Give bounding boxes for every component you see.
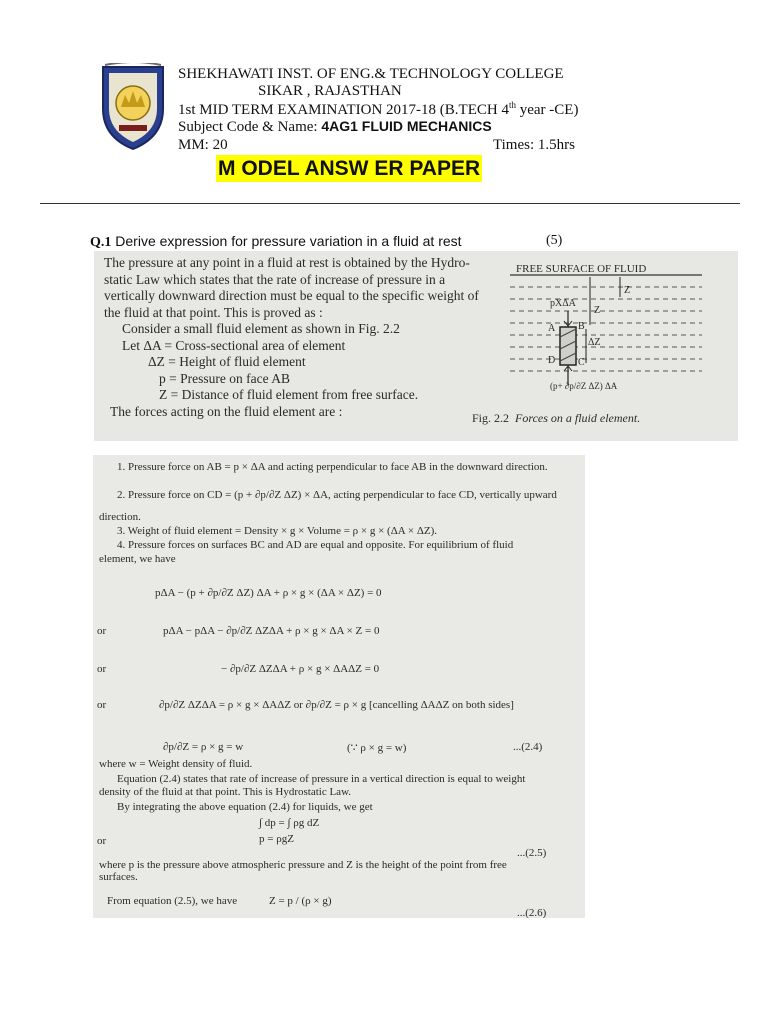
- z-label-right: Z: [624, 285, 631, 296]
- model-answer-banner: M ODEL ANSW ER PAPER: [218, 157, 481, 180]
- corner-c-label: C: [578, 357, 585, 368]
- where-w: where w = Weight density of fluid.: [99, 758, 253, 770]
- integration-intro: By integrating the above equation (2.4) for liquids, we get: [117, 801, 373, 813]
- where-p-z-cont: surfaces.: [99, 871, 138, 883]
- equation-3: − ∂p/∂Z ΔZΔA + ρ × g × ΔAΔZ = 0: [221, 663, 380, 675]
- scanned-derivation-part-1: [94, 251, 738, 441]
- force-item-2-cont: direction.: [99, 511, 141, 523]
- fluid-diagram: [506, 257, 734, 407]
- integral-equation: ∫ dp = ∫ ρg dZ: [259, 817, 320, 829]
- question-marks: (5): [546, 233, 563, 248]
- where-p-z: where p is the pressure above atmospheric pressure and Z is the height of the point from free: [99, 859, 507, 871]
- hydrostatic-para-2: density of the fluid at that point. This is Hydrostatic Law.: [99, 786, 352, 798]
- figure-caption: Fig. 2.2 Forces on a fluid element.: [472, 411, 641, 425]
- college-logo: [95, 63, 171, 151]
- scanned-derivation-part-2: [93, 455, 585, 918]
- or-3: or: [97, 699, 107, 711]
- equation-2-6: Z = p / (ρ × g): [269, 895, 332, 907]
- hydrostatic-para-1: Equation (2.4) states that rate of increase of pressure in a vertical direction is equal to weight: [117, 773, 526, 785]
- equation-2: pΔA − pΔA − ∂p/∂Z ΔZΔA + ρ × g × ΔA × Z = 0: [163, 625, 380, 637]
- bottom-force-label: (p+ ∂p/∂Z ΔZ) ΔA: [550, 381, 618, 391]
- exam-title: 1st MID TERM EXAMINATION 2017-18 (B.TECH 4th year -CE): [178, 100, 579, 118]
- corner-d-label: D: [548, 355, 556, 366]
- figure-fluid-element: [506, 257, 734, 407]
- or-2: or: [97, 663, 107, 675]
- corner-a-label: A: [548, 323, 556, 334]
- top-force-label: pXΔA: [550, 298, 576, 309]
- exam-time: Times: 1.5hrs: [493, 137, 575, 153]
- or-4: or: [97, 835, 107, 847]
- equation-5-note: (∵ ρ × g = w): [347, 742, 407, 754]
- max-marks: MM: 20: [178, 137, 228, 153]
- derivation-text: The pressure at any point in a fluid at rest is obtained by the Hydro- static Law which states that the rate of increase of pressure in a vertically downward direction must be equal to the specific weight of the fluid at that point. This is proved as : Consider a small fluid element as shown in Fig. 2.2 Let ΔA = Cross-sectional area of element ΔZ = Height of fluid element p = Pressure on face AB Z = Distance of fluid element from free surface. The forces acting on the fluid element are :: [104, 255, 479, 419]
- force-item-3: 3. Weight of fluid element = Density × g × Volume = ρ × g × (ΔA × ΔZ).: [117, 525, 438, 537]
- equation-2-5-number: ...(2.5): [517, 847, 547, 859]
- or-1: or: [97, 625, 107, 637]
- force-item-2: 2. Pressure force on CD = (p + ∂p/∂Z ΔZ) × ΔA, acting perpendicular to face CD, vertically upward: [117, 489, 557, 501]
- force-item-4: 4. Pressure forces on surfaces BC and AD are equal and opposite. For equilibrium of fluid: [117, 539, 514, 551]
- equation-4: ∂p/∂Z ΔZΔA = ρ × g × ΔAΔZ or ∂p/∂Z = ρ × g [cancelling ΔAΔZ on both sides]: [159, 699, 514, 711]
- z-label-left: Z: [594, 305, 601, 316]
- subject-line: Subject Code & Name: 4AG1 FLUID MECHANICS: [178, 118, 492, 135]
- equation-2-6-number: ...(2.6): [517, 907, 547, 919]
- equation-1: pΔA − (p + ∂p/∂Z ΔZ) ΔA + ρ × g × (ΔA × ΔZ) = 0: [155, 587, 382, 599]
- free-surface-label: FREE SURFACE OF FLUID: [516, 263, 647, 275]
- college-location: SIKAR , RAJASTHAN: [258, 83, 402, 99]
- question-1: Q.1 Derive expression for pressure variation in a fluid at rest: [90, 233, 462, 250]
- delta-z-label: ΔZ: [588, 337, 601, 348]
- equation-5: ∂p/∂Z = ρ × g = w: [163, 741, 244, 753]
- force-item-4-cont: element, we have: [99, 553, 176, 565]
- divider: [40, 203, 740, 204]
- pressure-equation: p = ρgZ: [259, 833, 294, 845]
- equation-2-4-number: ...(2.4): [513, 741, 543, 753]
- force-item-1: 1. Pressure force on AB = p × ΔA and acting perpendicular to face AB in the downward direction.: [117, 461, 548, 473]
- college-name: SHEKHAWATI INST. OF ENG.& TECHNOLOGY COLLEGE: [178, 66, 564, 82]
- corner-b-label: B: [578, 321, 585, 332]
- from-equation: From equation (2.5), we have: [107, 895, 238, 907]
